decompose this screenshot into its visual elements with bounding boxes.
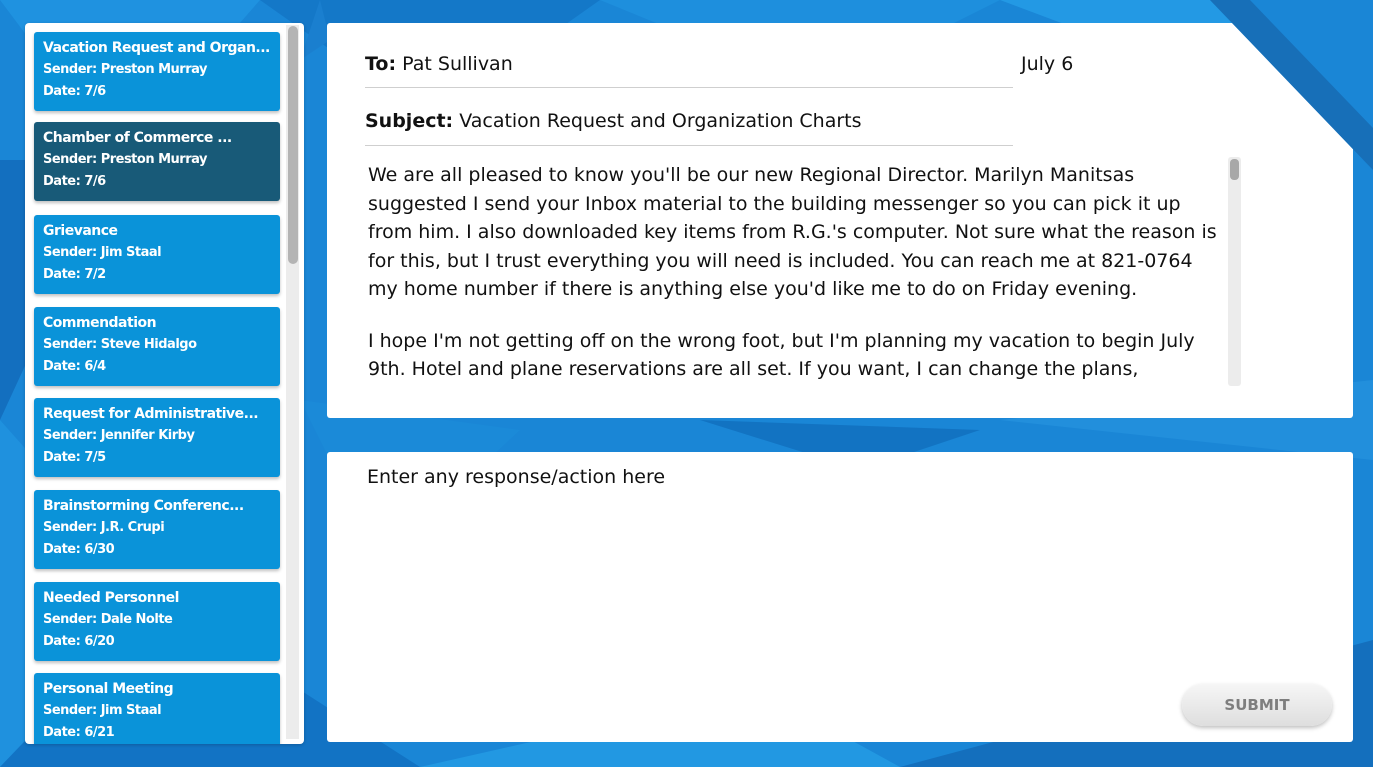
inbox-item-date: Date: 7/2	[43, 267, 106, 282]
subject-divider	[365, 145, 1013, 146]
inbox-item-sender: Sender: Preston Murray	[43, 152, 207, 167]
email-to-row	[365, 53, 1013, 75]
inbox-item-date: Date: 7/5	[43, 450, 106, 465]
response-input[interactable]	[367, 466, 1307, 676]
inbox-item-sender: Sender: Steve Hidalgo	[43, 337, 197, 352]
inbox-item-sender: Sender: Jim Staal	[43, 245, 162, 260]
inbox-item[interactable]	[34, 307, 280, 386]
inbox-item-sender: Sender: Preston Murray	[43, 62, 207, 77]
email-scrollbar-track[interactable]	[1228, 157, 1241, 386]
email-subject-label: Subject:	[365, 110, 454, 132]
inbox-item-date: Date: 6/30	[43, 542, 115, 557]
inbox-item-date: Date: 7/6	[43, 84, 106, 99]
inbox-item[interactable]	[34, 398, 280, 477]
inbox-item-subject: Commendation	[43, 315, 157, 331]
email-body-paragraph: We are all pleased to know you'll be our new Regional Director. Marilyn Manitsas suggested I send your Inbox material to the building messenger so you can pick it up from him. I also downloaded key items from R.G.'s computer. Not sure what the reason is for this, but I trust everything you will need is included. You can reach me at 821-0764 my home number if there is anything else you'd like me to do on Friday evening.	[368, 164, 1217, 300]
inbox-item-sender: Sender: Jennifer Kirby	[43, 428, 195, 443]
inbox-item-sender: Sender: Dale Nolte	[43, 612, 173, 627]
email-subject-row	[365, 110, 1013, 132]
inbox-item-selected[interactable]	[34, 122, 280, 201]
inbox-item-subject: Grievance	[43, 223, 118, 239]
email-view-panel	[327, 23, 1353, 418]
inbox-item[interactable]	[34, 32, 280, 111]
inbox-item-subject: Brainstorming Conferenc...	[43, 498, 244, 514]
inbox-item-subject: Needed Personnel	[43, 590, 179, 606]
email-to-value: Pat Sullivan	[402, 53, 513, 75]
inbox-item[interactable]	[34, 673, 280, 744]
email-to-label: To:	[365, 53, 397, 75]
inbox-item-date: Date: 6/20	[43, 634, 115, 649]
email-body-paragraph: I hope I'm not getting off on the wrong foot, but I'm planning my vacation to begin July 9th. Hotel and plane reservations are all set. If you want, I can change the plans,	[368, 329, 1195, 380]
inbox-item-sender: Sender: Jim Staal	[43, 703, 162, 718]
inbox-panel	[25, 23, 304, 744]
inbox-item-subject: Personal Meeting	[43, 681, 174, 697]
inbox-item-subject: Chamber of Commerce ...	[43, 130, 232, 146]
inbox-item-date: Date: 6/21	[43, 725, 115, 740]
email-subject-value: Vacation Request and Organization Charts	[459, 110, 862, 132]
to-divider	[365, 87, 1013, 88]
inbox-item[interactable]	[34, 490, 280, 569]
inbox-item[interactable]	[34, 582, 280, 661]
inbox-item[interactable]	[34, 215, 280, 294]
corner-fold-decoration	[1210, 0, 1373, 170]
response-panel	[327, 452, 1353, 742]
email-date: July 6	[1021, 53, 1074, 75]
inbox-list	[25, 23, 304, 744]
inbox-item-date: Date: 7/6	[43, 174, 106, 189]
submit-button[interactable]: SUBMIT	[1182, 684, 1332, 726]
email-body	[368, 161, 1218, 385]
inbox-item-subject: Request for Administrative...	[43, 406, 259, 422]
inbox-scrollbar-thumb[interactable]	[288, 26, 298, 264]
inbox-item-subject: Vacation Request and Organ...	[43, 40, 270, 56]
inbox-item-sender: Sender: J.R. Crupi	[43, 520, 165, 535]
inbox-item-date: Date: 6/4	[43, 359, 106, 374]
